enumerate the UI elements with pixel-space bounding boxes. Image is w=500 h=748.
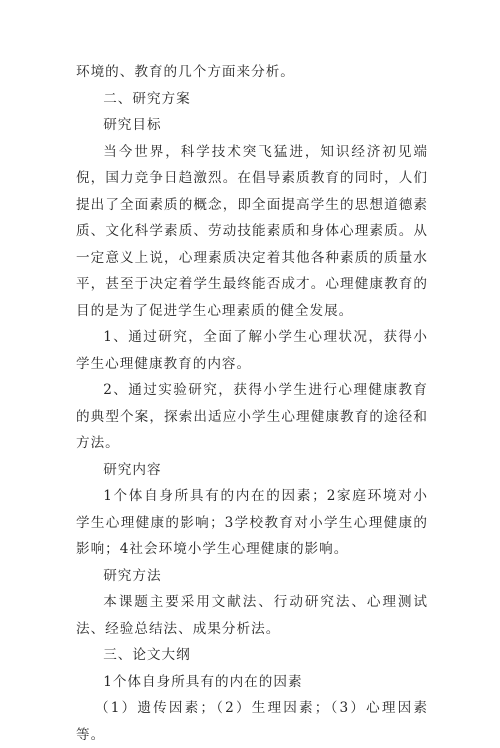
outline-sub-item-1: （1）遗传因素；（2）生理因素；（3）心理因素等。 (76, 700, 428, 743)
research-content-paragraph: 1个体自身所具有的内在的因素；2家庭环境对小学生心理健康的影响；3学校教育对小学生心理健康的影响；4社会环境小学生心理健康的影响。 (76, 488, 428, 557)
section-3-heading: 三、论文大纲 (103, 647, 191, 663)
research-goal-item-2: 2、通过实验研究，获得小学生进行心理健康教育的典型个案，探索出适应小学生心理健康教育的途径和方法。 (76, 382, 428, 451)
intro-tail-text: 环境的、教育的几个方面来分析。 (76, 64, 295, 80)
research-method-paragraph: 本课题主要采用文献法、行动研究法、心理测试法、经验总结法、成果分析法。 (76, 594, 428, 637)
research-goal-item-1: 1、通过研究，全面了解小学生心理状况，获得小学生心理健康教育的内容。 (76, 329, 428, 372)
outline-item-1: 1个体自身所具有的内在的因素 (103, 673, 303, 690)
research-method-heading: 研究方法 (103, 567, 162, 584)
research-content-heading: 研究内容 (103, 461, 162, 478)
research-goal-paragraph: 当今世界，科学技术突飞猛进，知识经济初见端倪，国力竞争日趋激烈。在倡导素质教育的同时，人们提出了全面素质的概念，即全面提高学生的思想道德素质、文化科学素质、劳动技能素质和身体心理素质。从一定意义上说，心理素质决定着其他各种素质的质量水平，甚至于决定着学生最终能否成才。心理健康教育的目的是为了促进学生心理素质的健全发展。 (76, 143, 428, 319)
section-2-heading: 二、研究方案 (103, 90, 191, 107)
research-goal-heading: 研究目标 (103, 117, 162, 133)
document-body (76, 59, 428, 748)
